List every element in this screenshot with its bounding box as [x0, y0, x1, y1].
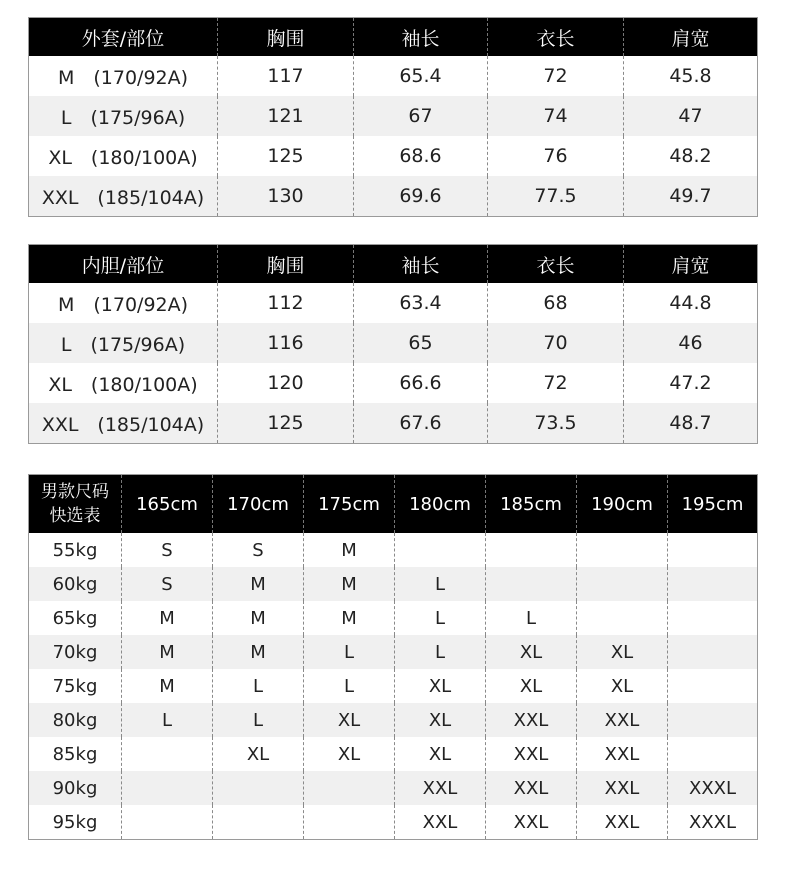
size-cell: M (170/92A) — [29, 283, 218, 323]
height-header: 175cm — [304, 475, 395, 534]
height-header: 185cm — [486, 475, 577, 534]
size-cell: XXL (185/104A) — [29, 176, 218, 217]
size-cell: L — [395, 635, 486, 669]
size-cell — [668, 669, 758, 703]
size-cell: XXL — [577, 805, 668, 840]
size-cell: XXL — [577, 771, 668, 805]
size-cell: S — [122, 567, 213, 601]
size-cell: XL (180/100A) — [29, 363, 218, 403]
value-cell: 67.6 — [354, 403, 488, 444]
size-cell: XL — [395, 669, 486, 703]
value-cell: 125 — [218, 136, 354, 176]
value-cell: 76 — [488, 136, 624, 176]
table-row — [29, 703, 758, 737]
size-cell: XXL (185/104A) — [29, 403, 218, 444]
value-cell: 48.7 — [624, 403, 758, 444]
size-cell: XXL — [395, 771, 486, 805]
header-cell: 衣长 — [488, 245, 624, 284]
size-cell: L — [213, 669, 304, 703]
size-cell: M — [122, 601, 213, 635]
size-cell: XXL — [395, 805, 486, 840]
size-cell — [395, 533, 486, 567]
size-cell: M (170/92A) — [29, 56, 218, 96]
value-cell: 77.5 — [488, 176, 624, 217]
size-cell: XXXL — [668, 805, 758, 840]
weight-cell: 85kg — [29, 737, 122, 771]
size-cell — [122, 771, 213, 805]
size-cell: M — [213, 601, 304, 635]
size-cell — [304, 771, 395, 805]
inner-size-table — [28, 244, 758, 444]
value-cell: 65.4 — [354, 56, 488, 96]
size-cell: M — [304, 567, 395, 601]
value-cell: 112 — [218, 283, 354, 323]
table-row — [29, 805, 758, 840]
table-row — [29, 403, 758, 444]
value-cell: 72 — [488, 363, 624, 403]
size-cell: M — [122, 635, 213, 669]
value-cell: 74 — [488, 96, 624, 136]
table-row — [29, 635, 758, 669]
size-cell: M — [213, 567, 304, 601]
size-cell: XXXL — [668, 771, 758, 805]
table-row — [29, 363, 758, 403]
size-cell — [668, 703, 758, 737]
table-row — [29, 323, 758, 363]
value-cell: 73.5 — [488, 403, 624, 444]
size-cell: L — [122, 703, 213, 737]
size-guide-body — [29, 533, 758, 840]
size-cell: XXL — [577, 703, 668, 737]
value-cell: 46 — [624, 323, 758, 363]
size-cell: XL (180/100A) — [29, 136, 218, 176]
weight-cell: 60kg — [29, 567, 122, 601]
size-cell: XL — [577, 669, 668, 703]
value-cell: 66.6 — [354, 363, 488, 403]
size-cell — [486, 533, 577, 567]
size-cell: XL — [395, 737, 486, 771]
size-cell: L — [486, 601, 577, 635]
size-cell: XL — [577, 635, 668, 669]
size-guide-table — [28, 474, 758, 840]
size-cell: XL — [304, 737, 395, 771]
height-header: 195cm — [668, 475, 758, 534]
height-header: 165cm — [122, 475, 213, 534]
size-cell — [577, 533, 668, 567]
table-row — [29, 533, 758, 567]
table-row — [29, 56, 758, 96]
size-cell: L (175/96A) — [29, 96, 218, 136]
value-cell: 48.2 — [624, 136, 758, 176]
table-header-row — [29, 475, 758, 534]
table-row — [29, 136, 758, 176]
header-cell: 肩宽 — [624, 245, 758, 284]
value-cell: 47.2 — [624, 363, 758, 403]
value-cell: 121 — [218, 96, 354, 136]
table-row — [29, 737, 758, 771]
value-cell: 116 — [218, 323, 354, 363]
height-header: 190cm — [577, 475, 668, 534]
value-cell: 65 — [354, 323, 488, 363]
value-cell: 67 — [354, 96, 488, 136]
size-cell — [668, 533, 758, 567]
size-cell: L — [213, 703, 304, 737]
size-cell: XL — [486, 635, 577, 669]
size-cell — [668, 567, 758, 601]
header-cell: 胸围 — [218, 245, 354, 284]
weight-cell: 90kg — [29, 771, 122, 805]
table-header-row — [29, 18, 758, 57]
size-cell: XXL — [486, 703, 577, 737]
height-header: 170cm — [213, 475, 304, 534]
table-row — [29, 283, 758, 323]
size-cell — [486, 567, 577, 601]
table-row — [29, 567, 758, 601]
size-cell: M — [304, 601, 395, 635]
weight-cell: 75kg — [29, 669, 122, 703]
value-cell: 49.7 — [624, 176, 758, 217]
weight-cell: 70kg — [29, 635, 122, 669]
size-cell — [577, 601, 668, 635]
value-cell: 47 — [624, 96, 758, 136]
weight-cell: 95kg — [29, 805, 122, 840]
size-cell — [577, 567, 668, 601]
table-row — [29, 669, 758, 703]
size-cell: XXL — [577, 737, 668, 771]
header-cell: 袖长 — [354, 245, 488, 284]
size-cell: XXL — [486, 771, 577, 805]
size-cell: XXL — [486, 737, 577, 771]
value-cell: 70 — [488, 323, 624, 363]
size-cell — [668, 635, 758, 669]
height-header: 180cm — [395, 475, 486, 534]
size-cell: M — [213, 635, 304, 669]
size-cell — [213, 771, 304, 805]
header-cell: 袖长 — [354, 18, 488, 57]
value-cell: 117 — [218, 56, 354, 96]
weight-cell: 80kg — [29, 703, 122, 737]
value-cell: 44.8 — [624, 283, 758, 323]
size-cell: XL — [486, 669, 577, 703]
size-cell — [668, 737, 758, 771]
value-cell: 69.6 — [354, 176, 488, 217]
header-cell: 胸围 — [218, 18, 354, 57]
value-cell: 45.8 — [624, 56, 758, 96]
weight-cell: 65kg — [29, 601, 122, 635]
size-cell — [122, 805, 213, 840]
size-guide-title-line2: 快选表 — [49, 506, 101, 526]
size-cell: XL — [213, 737, 304, 771]
value-cell: 68.6 — [354, 136, 488, 176]
value-cell: 72 — [488, 56, 624, 96]
size-guide-title — [29, 475, 122, 534]
header-cell: 肩宽 — [624, 18, 758, 57]
header-cell: 衣长 — [488, 18, 624, 57]
table-row — [29, 96, 758, 136]
size-guide-title-line1: 男款尺码 — [41, 482, 109, 502]
table-row — [29, 771, 758, 805]
size-cell: XL — [304, 703, 395, 737]
value-cell: 68 — [488, 283, 624, 323]
table-row — [29, 601, 758, 635]
value-cell: 130 — [218, 176, 354, 217]
size-cell: L — [395, 567, 486, 601]
header-cell: 内胆/部位 — [29, 245, 218, 284]
table-row — [29, 176, 758, 217]
size-cell: XXL — [486, 805, 577, 840]
header-cell: 外套/部位 — [29, 18, 218, 57]
value-cell: 63.4 — [354, 283, 488, 323]
size-cell — [122, 737, 213, 771]
size-cell — [304, 805, 395, 840]
size-cell: L — [395, 601, 486, 635]
value-cell: 120 — [218, 363, 354, 403]
size-cell: L (175/96A) — [29, 323, 218, 363]
outer-size-table — [28, 17, 758, 217]
size-cell: L — [304, 669, 395, 703]
size-cell: M — [304, 533, 395, 567]
size-cell: S — [122, 533, 213, 567]
size-cell: L — [304, 635, 395, 669]
size-cell — [213, 805, 304, 840]
weight-cell: 55kg — [29, 533, 122, 567]
size-cell — [668, 601, 758, 635]
table-header-row — [29, 245, 758, 284]
value-cell: 125 — [218, 403, 354, 444]
size-cell: XL — [395, 703, 486, 737]
size-cell: M — [122, 669, 213, 703]
size-cell: S — [213, 533, 304, 567]
